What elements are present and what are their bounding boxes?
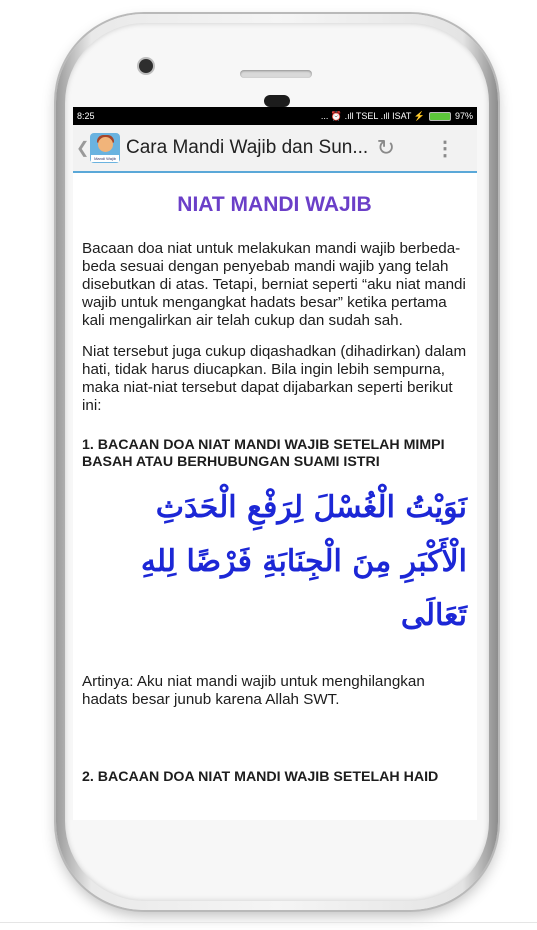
paragraph-1: Bacaan doa niat untuk melakukan mandi wajib berbeda-beda sesuai dengan penyebab mandi wajib yang telah disebutkan di atas. Tetapi, berniat seperti “aku niat mandi wajib untuk mengangkat hadats besar” ketika pertama kali mengalirkan air telah cukup dan sudah sah.	[82, 240, 466, 329]
proximity-sensor	[264, 95, 290, 107]
phone-screen	[73, 107, 477, 820]
article-content	[73, 193, 477, 786]
logo-face	[98, 137, 113, 152]
section-heading-1: 1. BACAAN DOA NIAT MANDI WAJIB SETELAH MIMPI BASAH ATAU BERHUBUNGAN SUAMI ISTRI	[82, 437, 445, 470]
logo-label: Mandi Wajib	[91, 155, 119, 162]
more-icon[interactable]: ⋮	[435, 137, 455, 160]
back-icon[interactable]: ❮	[76, 140, 90, 157]
translation-text: Artinya: Aku niat mandi wajib untuk menghilangkan hadats besar junub karena Allah SWT.	[82, 673, 425, 708]
battery-percent: 97%	[454, 111, 473, 121]
status-time: 8:25	[77, 111, 95, 121]
status-bar	[73, 107, 477, 125]
front-camera-icon	[139, 59, 153, 73]
paragraph-2: Niat tersebut juga cukup diqashadkan (dihadirkan) dalam hati, tidak harus diucapkan. Bila ingin lebih sempurna, maka niat-niat tersebut dapat dijabarkan seperti berikut ini:	[82, 343, 467, 414]
status-signal-text: ... ⏰ .ıll TSEL .ıll ISAT ⚡	[320, 110, 425, 121]
app-bar	[73, 125, 477, 173]
status-indicators	[321, 111, 473, 122]
battery-icon	[429, 112, 451, 121]
refresh-icon[interactable]: ↻	[376, 135, 395, 160]
earpiece-speaker	[240, 70, 312, 78]
arabic-prayer-text: نَوَيْتُ الْغُسْلَ لِرَفْعِ الْحَدَثِ الْأَكْبَرِ مِنَ الْجِنَابَةِ فَرْضًا لِلهِ تَعَالَى	[140, 490, 467, 633]
app-title: Cara Mandi Wajib dan Sun...	[126, 137, 369, 158]
page-title: NIAT MANDI WAJIB	[177, 193, 372, 216]
app-logo[interactable]	[90, 133, 120, 163]
section-heading-2: 2. BACAAN DOA NIAT MANDI WAJIB SETELAH HAID	[82, 769, 439, 785]
page-bottom-divider	[0, 922, 537, 923]
